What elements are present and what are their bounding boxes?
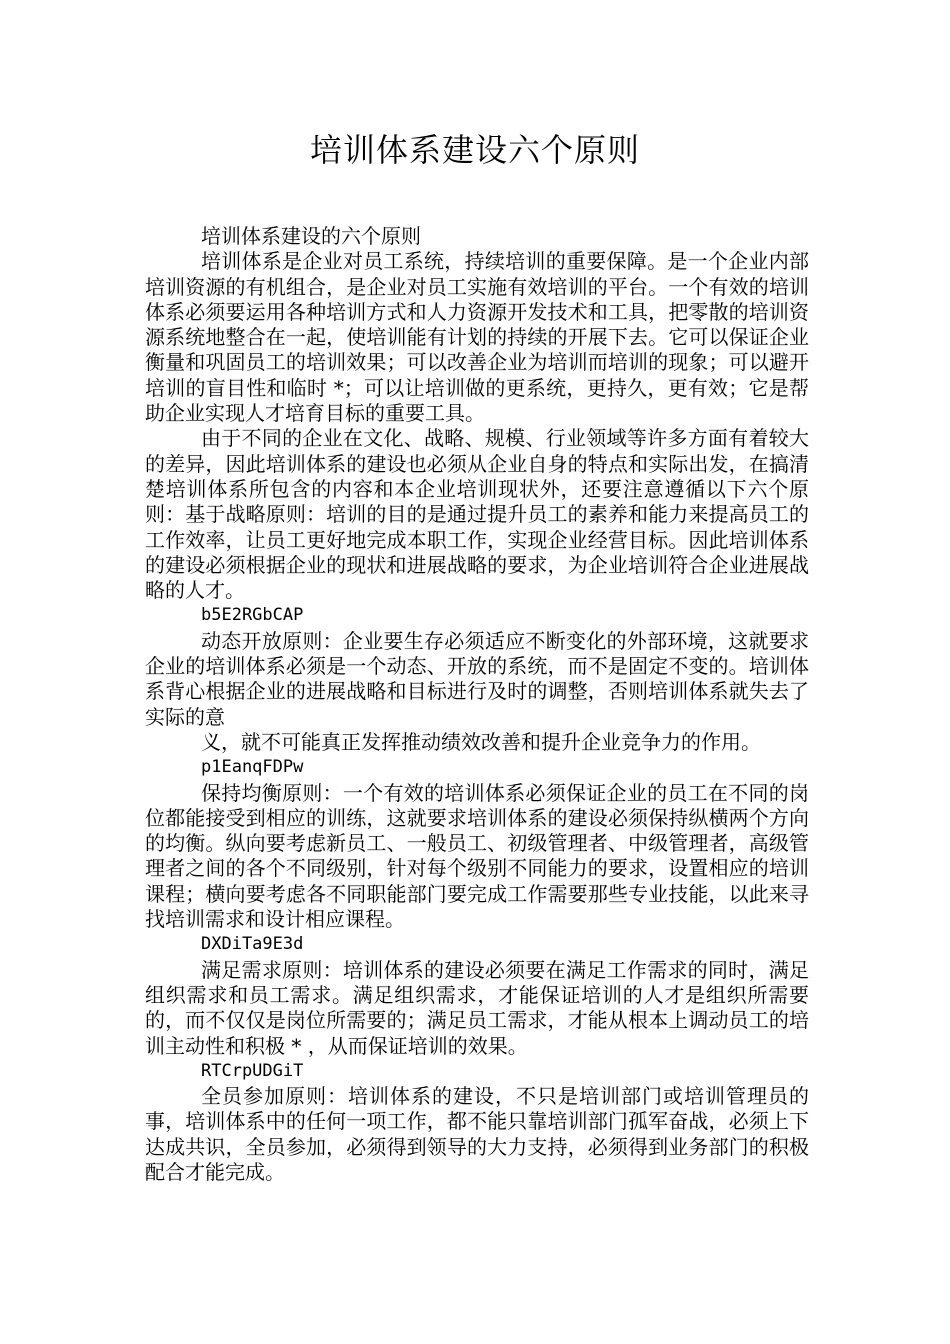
paragraph-dynamic-principle: 动态开放原则：企业要生存必须适应不断变化的外部环境，这就要求企业的培训体系必须是一个动态、开放的系统，而不是固定不变的。培训体系背心根据企业的进展战略和目标进行及时的调整，否则培训体系就失去了实际的意 (145, 628, 809, 729)
code-line: p1EanqFDPw (201, 757, 304, 778)
document-title: 培训体系建设六个原则 (309, 131, 640, 169)
code-line: RTCrpUDGiT (201, 1060, 304, 1081)
document-body (145, 224, 809, 1185)
paragraph-balance-principle: 保持均衡原则：一个有效的培训体系必须保证企业的员工在不同的岗位都能接受到相应的训练，这就要求培训体系的建设必须保持纵横两个方向的均衡。纵向要考虑新员工、一般员工、初级管理者、中级管理者，高级管理者之间的各个不同级别，针对每个级别不同能力的要求，设置相应的培训课程；横向要考虑各不同职能部门要完成工作需要那些专业技能，以此来寻找培训需求和设计相应课程。 (145, 780, 809, 932)
code-line: DXDiTa9E3d (201, 934, 304, 955)
code-line: b5E2RGbCAP (201, 605, 304, 626)
paragraph-participation-principle: 全员参加原则：培训体系的建设，不只是培训部门或培训管理员的事，培训体系中的任何一项工作，都不能只靠培训部门孤军奋战，必须上下达成共识，全员参加，必须得到领导的大力支持，必须得到业务部门的积极配合才能完成。 (145, 1084, 809, 1184)
paragraph-strategy-principle: 由于不同的企业在文化、战略、规模、行业领域等许多方面有着较大的差异，因此培训体系的建设也必须从企业自身的特点和实际出发，在搞清楚培训体系所包含的内容和本企业培训现状外，还要注意遵循以下六个原则：基于战略原则：培训的目的是通过提升员工的素养和能力来提高员工的工作效率，让员工更好地完成本职工作，实现企业经营目标。因此培训体系的建设必须根据企业的现状和进展战略的要求，为企业培训符合企业进展战略的人才。 (145, 426, 809, 603)
paragraph-demand-principle: 满足需求原则：培训体系的建设必须要在满足工作需求的同时，满足组织需求和员工需求。满足组织需求，才能保证培训的人才是组织所需要的，而不仅仅是岗位所需要的；满足员工需求，才能从根本上调动员工的培训主动性和积极 * ，从而保证培训的效果。 (145, 957, 809, 1058)
paragraph-heading: 培训体系建设的六个原则 (201, 224, 421, 248)
paragraph-intro: 培训体系是企业对员工系统，持续培训的重要保障。是一个企业内部培训资源的有机组合，是企业对员工实施有效培训的平台。一个有效的培训体系必须要运用各种培训方式和人力资源开发技术和工具，把零散的培训资源系统地整合在一起，使培训能有计划的持续的开展下去。它可以保证企业衡量和巩固员工的培训效果；可以改善企业为培训而培训的现象；可以避开培训的盲目性和临时 *；可以让培训做的更系统，更持久，更有效；它是帮助企业实现人才培育目标的重要工具。 (145, 249, 809, 426)
paragraph-dynamic-continued: 义，就不可能真正发挥推动绩效改善和提升企业竞争力的作用。 (201, 729, 761, 754)
